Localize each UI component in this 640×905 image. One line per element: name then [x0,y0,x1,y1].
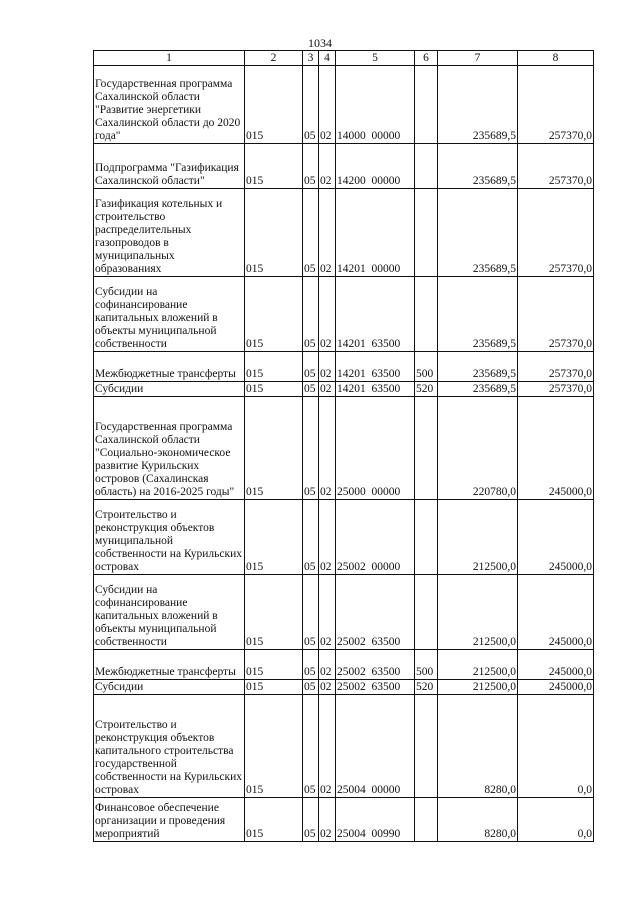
row-c6-cell [415,277,438,352]
row-c2-cell: 015 [245,680,303,695]
row-c3-cell: 05 [303,189,319,277]
row-name-cell: Строительство и реконструкция объектов капитального строительства государственной собственности на Курильских островах [94,695,245,798]
row-c3-cell: 05 [303,650,319,680]
row-c3-cell: 05 [303,575,319,650]
row-c5-cell: 25002 63500 [336,680,415,695]
table-row [94,397,594,500]
row-c6-cell [415,575,438,650]
table-row [94,277,594,352]
row-c6-cell [415,695,438,798]
row-c6-cell [415,500,438,575]
row-c4-cell: 02 [319,66,336,144]
row-c4-cell: 02 [319,397,336,500]
row-c2-cell: 015 [245,500,303,575]
row-c4-cell: 02 [319,650,336,680]
row-c6-cell [415,189,438,277]
row-c5-cell: 14200 00000 [336,144,415,189]
row-c5-cell: 14201 63500 [336,352,415,382]
row-c2-cell: 015 [245,277,303,352]
header-cell: 2 [245,51,303,66]
table-row [94,352,594,382]
row-c2-cell: 015 [245,798,303,842]
row-c8-cell: 245000,0 [518,500,594,575]
row-c6-cell: 500 [415,650,438,680]
row-c7-cell: 235689,5 [438,189,518,277]
row-c3-cell: 05 [303,382,319,397]
row-c8-cell: 0,0 [518,798,594,842]
row-c5-cell: 14201 63500 [336,382,415,397]
row-c8-cell: 0,0 [518,695,594,798]
row-c7-cell: 235689,5 [438,352,518,382]
row-name-cell: Подпрограмма "Газификация Сахалинской области" [94,144,245,189]
row-c7-cell: 212500,0 [438,680,518,695]
header-row [94,51,594,66]
row-c4-cell: 02 [319,144,336,189]
row-c4-cell: 02 [319,680,336,695]
row-c3-cell: 05 [303,66,319,144]
row-name-cell: Субсидии [94,680,245,695]
header-cell: 3 [303,51,319,66]
row-name-cell: Газификация котельных и строительство распределительных газопроводов в муниципальных образованиях [94,189,245,277]
row-name-cell: Межбюджетные трансферты [94,650,245,680]
row-c2-cell: 015 [245,397,303,500]
row-c8-cell: 257370,0 [518,189,594,277]
row-c7-cell: 8280,0 [438,798,518,842]
row-c5-cell: 25002 63500 [336,575,415,650]
row-c5-cell: 25004 00000 [336,695,415,798]
row-c7-cell: 212500,0 [438,575,518,650]
row-name-cell: Субсидии [94,382,245,397]
row-c4-cell: 02 [319,189,336,277]
row-c8-cell: 245000,0 [518,680,594,695]
row-c5-cell: 25002 63500 [336,650,415,680]
table-row [94,695,594,798]
row-c5-cell: 14201 00000 [336,189,415,277]
row-c8-cell: 245000,0 [518,650,594,680]
row-c5-cell: 25000 00000 [336,397,415,500]
row-c8-cell: 257370,0 [518,144,594,189]
row-c7-cell: 212500,0 [438,500,518,575]
row-c5-cell: 25004 00990 [336,798,415,842]
row-c7-cell: 220780,0 [438,397,518,500]
row-c7-cell: 8280,0 [438,695,518,798]
row-c7-cell: 235689,5 [438,66,518,144]
row-c4-cell: 02 [319,575,336,650]
row-c7-cell: 235689,5 [438,277,518,352]
row-c5-cell: 14201 63500 [336,277,415,352]
header-cell: 8 [518,51,594,66]
row-c3-cell: 05 [303,144,319,189]
row-c6-cell: 520 [415,382,438,397]
row-c7-cell: 212500,0 [438,650,518,680]
row-c8-cell: 257370,0 [518,66,594,144]
row-c8-cell: 257370,0 [518,382,594,397]
row-c4-cell: 02 [319,798,336,842]
row-c8-cell: 257370,0 [518,352,594,382]
row-c5-cell: 14000 00000 [336,66,415,144]
row-c2-cell: 015 [245,650,303,680]
row-c3-cell: 05 [303,397,319,500]
row-c6-cell: 500 [415,352,438,382]
row-c3-cell: 05 [303,680,319,695]
row-c2-cell: 015 [245,144,303,189]
row-c4-cell: 02 [319,382,336,397]
page-number: 1034 [308,36,332,50]
header-cell: 1 [94,51,245,66]
row-name-cell: Государственная программа Сахалинской области "Развитие энергетики Сахалинской области до 2020 года" [94,66,245,144]
row-c2-cell: 015 [245,352,303,382]
row-c4-cell: 02 [319,277,336,352]
table-row [94,500,594,575]
row-c6-cell [415,397,438,500]
row-c2-cell: 015 [245,189,303,277]
row-c6-cell [415,798,438,842]
header-cell: 7 [438,51,518,66]
row-c3-cell: 05 [303,500,319,575]
row-c2-cell: 015 [245,575,303,650]
row-c8-cell: 257370,0 [518,277,594,352]
table-row [94,650,594,680]
row-c4-cell: 02 [319,500,336,575]
table-row [94,798,594,842]
row-c8-cell: 245000,0 [518,397,594,500]
row-name-cell: Субсидии на софинансирование капитальных вложений в объекты муниципальной собственности [94,277,245,352]
row-c3-cell: 05 [303,798,319,842]
row-c6-cell [415,66,438,144]
row-name-cell: Субсидии на софинансирование капитальных вложений в объекты муниципальной собственности [94,575,245,650]
row-c2-cell: 015 [245,382,303,397]
table-row [94,680,594,695]
row-c6-cell: 520 [415,680,438,695]
row-c7-cell: 235689,5 [438,382,518,397]
row-c4-cell: 02 [319,352,336,382]
row-c7-cell: 235689,5 [438,144,518,189]
row-c4-cell: 02 [319,695,336,798]
row-c3-cell: 05 [303,695,319,798]
header-cell: 4 [319,51,336,66]
row-name-cell: Межбюджетные трансферты [94,352,245,382]
row-c2-cell: 015 [245,66,303,144]
row-c2-cell: 015 [245,695,303,798]
row-c6-cell [415,144,438,189]
table-row [94,144,594,189]
row-c5-cell: 25002 00000 [336,500,415,575]
table-row [94,382,594,397]
row-name-cell: Государственная программа Сахалинской области "Социально-экономическое развитие Курильских островов (Сахалинская область) на 2016-2025 годы" [94,397,245,500]
header-cell: 5 [336,51,415,66]
table-row [94,66,594,144]
budget-table [93,50,594,842]
row-name-cell: Финансовое обеспечение организации и проведения мероприятий [94,798,245,842]
row-c8-cell: 245000,0 [518,575,594,650]
row-c3-cell: 05 [303,277,319,352]
row-c3-cell: 05 [303,352,319,382]
table-row [94,189,594,277]
row-name-cell: Строительство и реконструкция объектов муниципальной собственности на Курильских островах [94,500,245,575]
header-cell: 6 [415,51,438,66]
table-row [94,575,594,650]
